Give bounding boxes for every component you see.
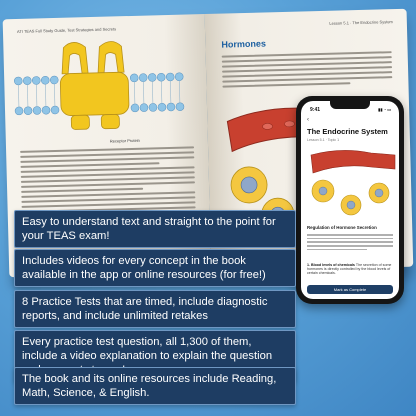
figure-label: Receptor Protein	[109, 137, 140, 144]
status-time: 9:41	[310, 107, 321, 113]
back-icon[interactable]: ‹	[307, 117, 309, 123]
lesson-title: The Endocrine System	[307, 127, 388, 136]
phone-cells	[312, 180, 389, 215]
feature-banner-practice-tests	[14, 290, 296, 328]
banner-text: Easy to understand text and straight to the point for your TEAS exam!	[22, 216, 276, 242]
feature-banner-easy-text	[14, 210, 296, 248]
feature-banner-videos	[14, 249, 296, 287]
status-icons: ▮▮ ◔ ▭	[378, 107, 391, 112]
receptor-protein-illustration	[3, 30, 208, 155]
phone-mockup	[296, 96, 404, 304]
phone-notch	[330, 101, 370, 109]
right-page-header: Lesson 5.1 · The Endocrine System	[329, 19, 393, 26]
point-label: 1. Blood levels of chemicals	[307, 263, 355, 267]
banner-text: Includes videos for every concept in the book available in the app or online resources (for free!)	[22, 255, 266, 281]
left-page-header: ATI TEAS Full Study Guide, Test Strategies and Secrets	[16, 26, 117, 34]
lesson-meta: Lesson 5.1 · Topic 1	[307, 138, 340, 142]
point-text: The secretion of some hormones is directly controlled by the blood levels of certain chemicals.	[307, 263, 392, 275]
lesson-illustration	[301, 145, 399, 223]
banner-text: 8 Practice Tests that are timed, include diagnostic reports, and include unlimited retakes	[22, 296, 268, 322]
feature-banner-subjects	[14, 367, 296, 405]
banner-text: Every practice test question, all 1,300 of them, include a video explanation to explain the question	[22, 336, 273, 362]
mark-complete-button[interactable]: Mark as Complete	[307, 285, 393, 294]
section-title: Hormones	[221, 38, 267, 50]
lesson-body-text	[307, 234, 393, 252]
phone-blood-vessel	[311, 150, 395, 173]
lesson-point	[307, 263, 393, 275]
phone-screen	[301, 101, 399, 299]
section-heading: Regulation of Hormone Secretion	[307, 225, 377, 230]
receptor-protein	[59, 41, 129, 130]
banner-text: The book and its online resources include Reading, Math, Science, & English.	[22, 373, 277, 399]
